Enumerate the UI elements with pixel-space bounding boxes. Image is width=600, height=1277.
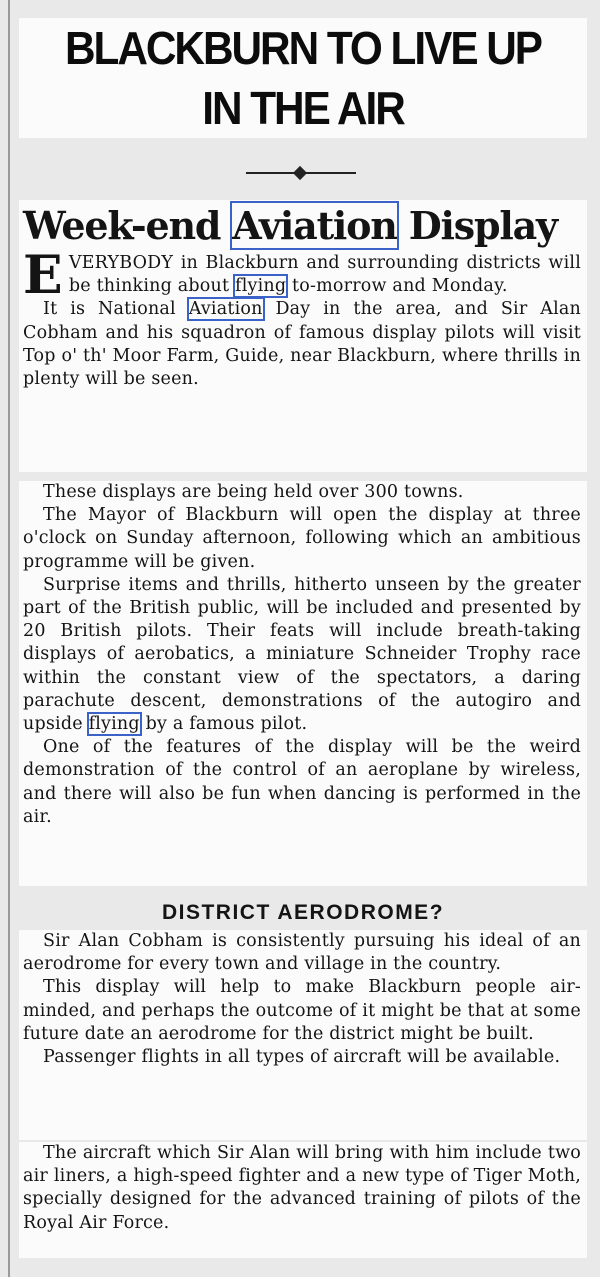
paragraph: The aircraft which Sir Alan will bring with him include two air liners, a high-speed fighter and a new type of Tiger Moth, specially designed for the advanced training of pilots of the Royal Air Force. — [23, 1143, 581, 1233]
text-block-1 — [19, 200, 587, 472]
search-highlight: flying — [88, 714, 140, 735]
headline-block — [19, 18, 587, 138]
drop-cap: E — [23, 245, 63, 306]
headline-line-1: BLACKBURN TO LIVE UP — [64, 22, 541, 74]
paragraph: These displays are being held over 300 towns. — [43, 482, 464, 502]
text-block-2 — [19, 481, 587, 886]
paragraph: The Mayor of Blackburn will open the display at three o'clock on Sunday afternoon, following which an ambitious programme will be given. — [23, 505, 581, 572]
paragraph: Sir Alan Cobham is consistently pursuing his ideal of an aerodrome for every town and village in the country. — [23, 931, 581, 975]
paragraph: EVERYBODY in Blackburn and surrounding districts will be thinking about flying to-morrow and Monday. — [23, 245, 581, 306]
paragraph: This display will help to make Blackburn people air-minded, and perhaps the outcome of it might be that at some future date an aerodrome for the district might be built. — [23, 977, 581, 1044]
paragraph: Passenger flights in all types of aircraft will be available. — [43, 1047, 561, 1068]
headline-line-2: IN THE AIR — [202, 82, 404, 134]
ornamental-divider — [246, 168, 356, 178]
paragraph: It is National Aviation Day in the area, and Sir Alan Cobham and his squadron of famous display pilots will visit Top o' th' Moor Farm, Guide, near Blackburn, where thrills in plenty will be seen. — [23, 299, 581, 390]
text-block-4 — [19, 1142, 587, 1258]
search-highlight: Aviation — [188, 299, 263, 320]
column-rule — [8, 0, 10, 1277]
subheadline: Week-end Aviation Display — [23, 203, 557, 248]
search-highlight: flying — [235, 276, 287, 297]
section-heading: DISTRICT AERODROME? — [161, 901, 445, 924]
paragraph: One of the features of the display will be the weird demonstration of the control of an aeroplane by wireless, and there will also be fun when dancing is performed in the air. — [23, 737, 581, 827]
paragraph: Surprise items and thrills, hitherto unseen by the greater part of the British public, will be included and presented by 20 British pilots. Their feats will include breath-taking displays of aerobatics, a miniature Schneider Trophy race within the constant view of the spectators, a daring parachute descent, demonstrations of the autogiro and upside flying by a famous pilot. — [23, 574, 581, 735]
search-highlight: Aviation — [232, 203, 397, 248]
text-block-3 — [19, 930, 587, 1140]
